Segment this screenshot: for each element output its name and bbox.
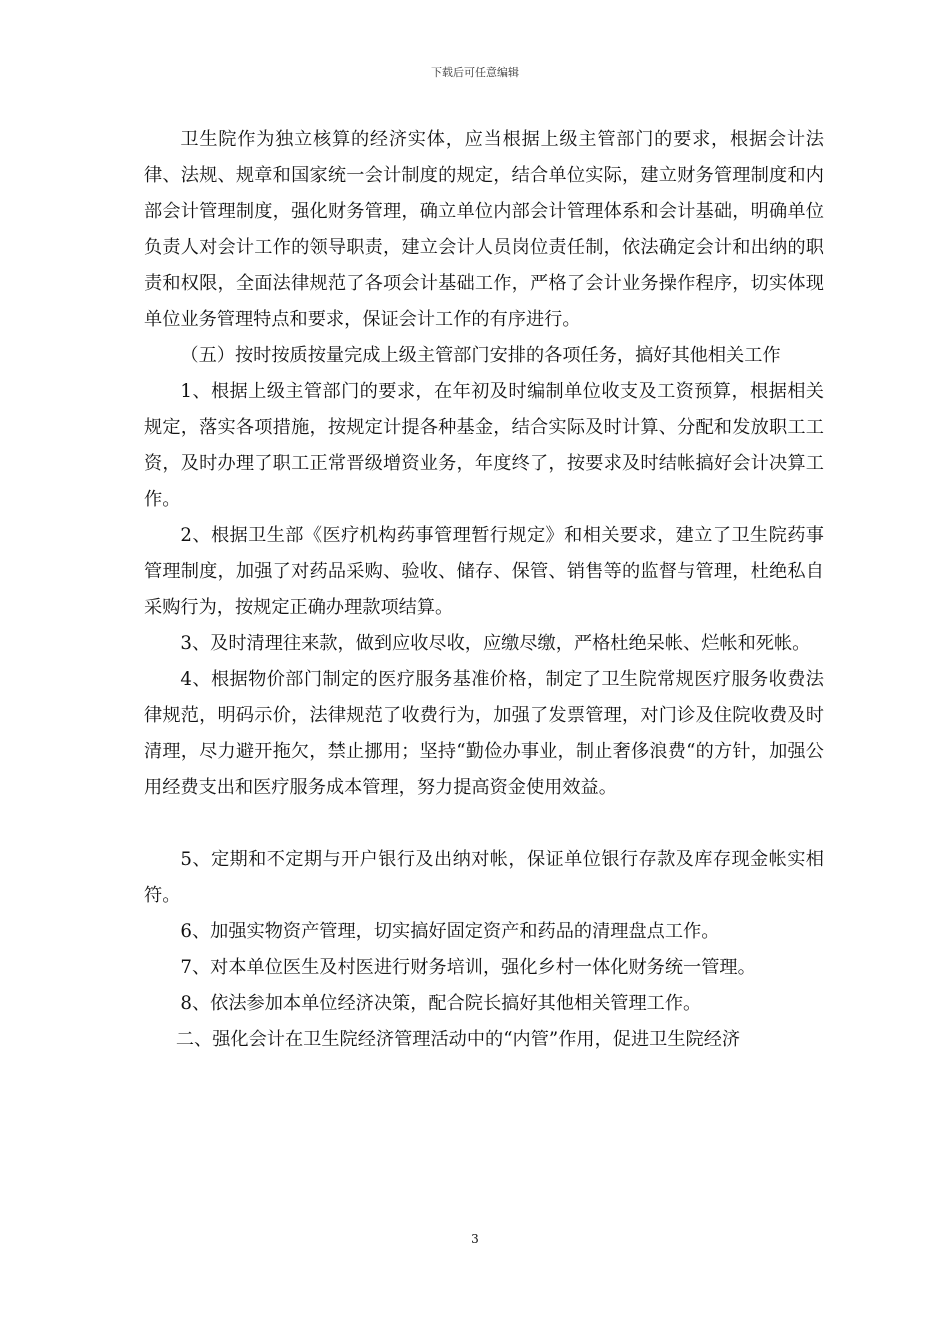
list-item-8: 8、依法参加本单位经济决策，配合院长搞好其他相关管理工作。 <box>180 993 702 1014</box>
list-item-4: 4、根据物价部门制定的医疗服务基准价格，制定了卫生院常规医疗服务收费法律规范，明码示价，法律规范了收费行为，加强了发票管理，对门诊及住院收费及时清理，尽力避开拖欠，禁止挪用；坚持“勤俭办事业，制止奢侈浪费“的方针，加强公用经费支出和医疗服务成本管理，努力提高资金使用效益。 <box>144 669 824 798</box>
section-heading-five: （五）按时按质按量完成上级主管部门安排的各项任务，搞好其他相关工作 <box>180 345 781 366</box>
page-number: 3 <box>471 1232 479 1246</box>
list-item-2: 2、根据卫生部《医疗机构药事管理暂行规定》和相关要求，建立了卫生院药事管理制度，加强了对药品采购、验收、储存、保管、销售等的监督与管理，杜绝私自采购行为，按规定正确办理款项结算。 <box>144 525 824 618</box>
list-item-3: 3、及时清理往来款，做到应收尽收，应缴尽缴，严格杜绝呆帐、烂帐和死帐。 <box>180 633 811 654</box>
document-body <box>144 122 824 1058</box>
list-item-6: 6、加强实物资产管理，切实搞好固定资产和药品的清理盘点工作。 <box>180 921 720 942</box>
paragraph-accounting-system: 卫生院作为独立核算的经济实体，应当根据上级主管部门的要求，根据会计法律、法规、规章和国家统一会计制度的规定，结合单位实际，建立财务管理制度和内部会计管理制度，强化财务管理，确立单位内部会计管理体系和会计基础，明确单位负责人对会计工作的领导职责，建立会计人员岗位责任制，依法确定会计和出纳的职责和权限，全面法律规范了各项会计基础工作，严格了会计业务操作程序，切实体现单位业务管理特点和要求，保证会计工作的有序进行。 <box>144 129 824 330</box>
section-heading-two: 二、强化会计在卫生院经济管理活动中的“内管”作用，促进卫生院经济 <box>175 1029 741 1050</box>
list-item-7: 7、对本单位医生及村医进行财务培训，强化乡村一体化财务统一管理。 <box>180 957 756 978</box>
list-item-5: 5、定期和不定期与开户银行及出纳对帐，保证单位银行存款及库存现金帐实相符。 <box>144 849 824 906</box>
page-header-note: 下载后可任意编辑 <box>431 66 519 79</box>
list-item-1: 1、根据上级主管部门的要求，在年初及时编制单位收支及工资预算，根据相关规定，落实各项措施，按规定计提各种基金，结合实际及时计算、分配和发放职工工资，及时办理了职工正常晋级增资业务，年度终了，按要求及时结帐搞好会计决算工作。 <box>144 381 824 510</box>
